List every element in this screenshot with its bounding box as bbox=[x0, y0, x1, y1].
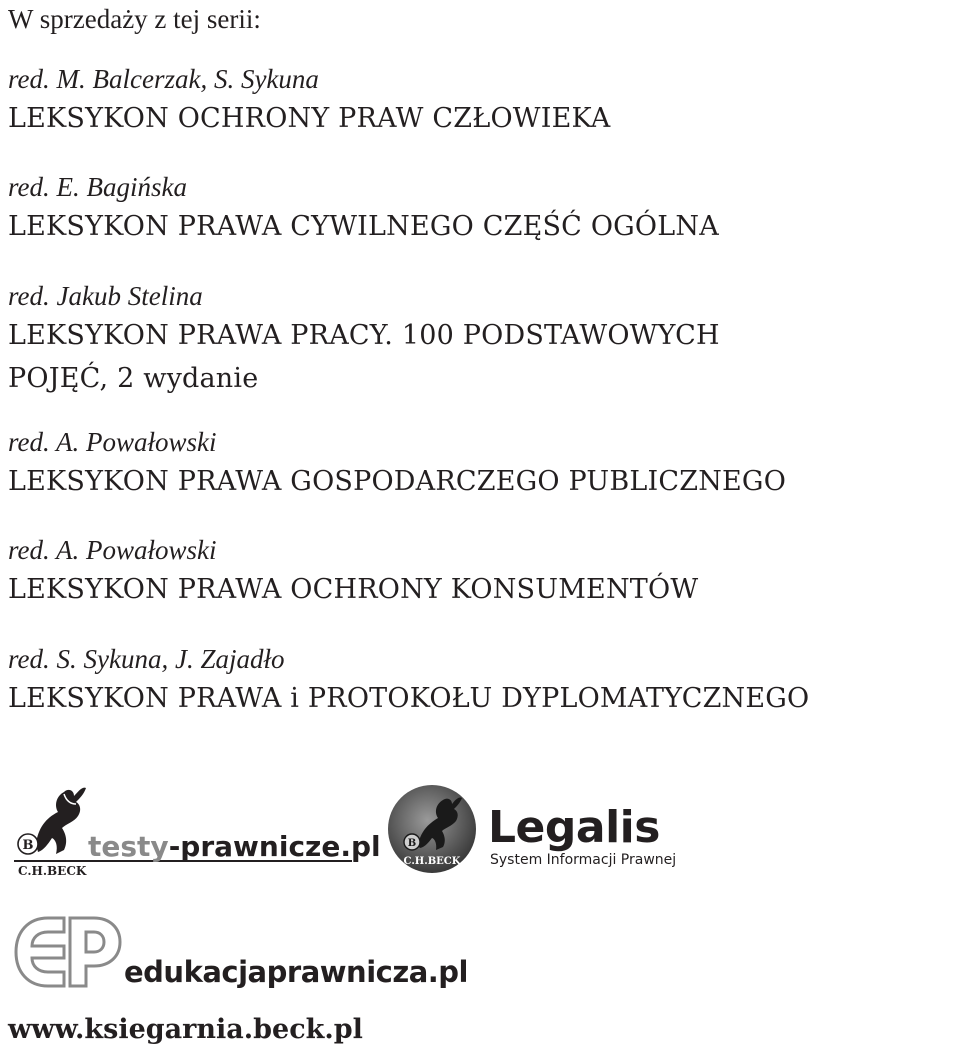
legalis-logo[interactable] bbox=[388, 784, 718, 876]
book-entry-6 bbox=[8, 642, 809, 722]
bookstore-link[interactable]: www.ksiegarnia.beck.pl bbox=[8, 1014, 363, 1045]
legalis-seal-icon bbox=[388, 784, 718, 876]
book-entry-2 bbox=[8, 170, 719, 250]
beck-brand-text: C.H.BECK bbox=[18, 864, 87, 878]
ep-monogram-icon bbox=[8, 912, 468, 992]
edukacja-wordmark: edukacjaprawnicza.pl bbox=[124, 955, 468, 989]
svg-text:B: B bbox=[407, 838, 417, 849]
book-editor: red. A. Powałowski bbox=[8, 535, 217, 565]
book-title: LEKSYKON PRAWA i PROTOKOŁU DYPLOMATYCZNEGO bbox=[8, 683, 810, 714]
book-title: LEKSYKON PRAWA PRACY. 100 PODSTAWOWYCH bbox=[8, 320, 720, 351]
testy-prawnicze-logo[interactable] bbox=[8, 782, 381, 882]
beck-griffin-icon bbox=[8, 782, 381, 882]
book-editor: red. A. Powałowski bbox=[8, 427, 217, 457]
legalis-wordmark: Legalis bbox=[488, 802, 660, 853]
edukacja-prawnicza-logo[interactable] bbox=[8, 912, 468, 992]
book-title: LEKSYKON OCHRONY PRAW CZŁOWIEKA bbox=[8, 103, 611, 134]
book-editor: red. M. Balcerzak, S. Sykuna bbox=[8, 64, 319, 94]
book-editor: red. E. Bagińska bbox=[8, 172, 187, 202]
book-entry-4 bbox=[8, 425, 786, 505]
legalis-subtitle: System Informacji Prawnej bbox=[490, 852, 677, 868]
svg-text:C.H.BECK: C.H.BECK bbox=[403, 856, 461, 867]
book-entry-3 bbox=[8, 279, 720, 399]
book-title: LEKSYKON PRAWA CYWILNEGO CZĘŚĆ OGÓLNA bbox=[8, 211, 719, 242]
testy-wordmark: testy-prawnicze.pl bbox=[88, 830, 381, 863]
book-editor: red. Jakub Stelina bbox=[8, 281, 203, 311]
book-entry-5 bbox=[8, 533, 698, 613]
series-intro: W sprzedaży z tej serii: bbox=[8, 4, 261, 34]
book-title: LEKSYKON PRAWA OCHRONY KONSUMENTÓW bbox=[8, 574, 699, 605]
book-title: LEKSYKON PRAWA GOSPODARCZEGO PUBLICZNEGO bbox=[8, 466, 787, 497]
book-title-continued: POJĘĆ, 2 wydanie bbox=[8, 363, 259, 394]
book-entry-1 bbox=[8, 62, 611, 142]
svg-text:B: B bbox=[22, 838, 34, 853]
book-editor: red. S. Sykuna, J. Zajadło bbox=[8, 644, 285, 674]
